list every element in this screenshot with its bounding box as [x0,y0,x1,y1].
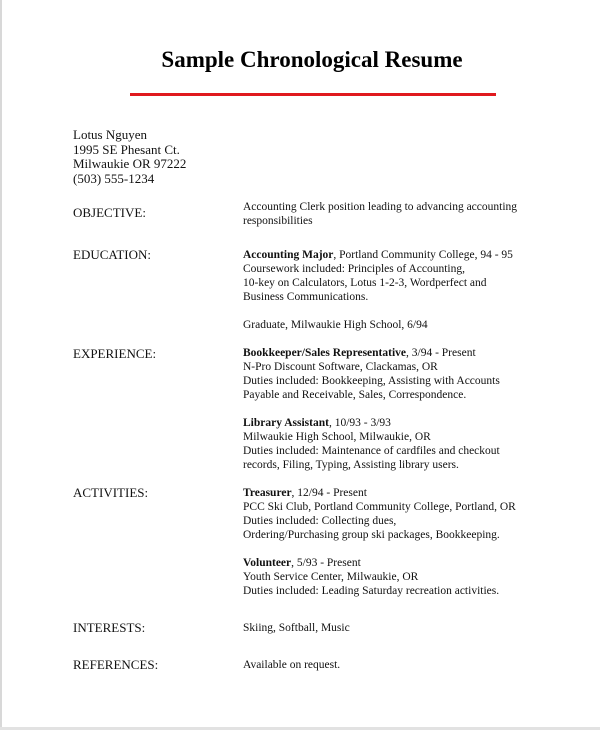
job-title: Library Assistant [243,417,329,429]
objective-line: Accounting Clerk position leading to advancing accounting [243,201,518,213]
contact-city: Milwaukie OR 97222 [73,156,187,171]
job-title-line [243,416,500,430]
activity-line: Ordering/Purchasing group ski packages, Bookkeeping. [243,529,500,541]
activity-title-line [243,486,516,500]
references-label: REFERENCES: [73,657,159,672]
activity-1 [243,486,516,542]
job-line: Duties included: Bookkeeping, Assisting with Accounts [243,375,500,387]
job-line: Duties included: Maintenance of cardfiles and checkout [243,445,500,457]
education-line: 10-key on Calculators, Lotus 1-2-3, Wordperfect and [243,277,487,289]
contact-street: 1995 SE Phesant Ct. [73,141,180,157]
contact-phone: (503) 555-1234 [73,170,155,186]
education-line: Coursework included: Principles of Accounting, [243,263,465,275]
job-line: N-Pro Discount Software, Clackamas, OR [243,361,438,373]
education-major-line [243,248,513,262]
objective-body [243,200,517,228]
experience-job-2 [243,416,500,472]
contact-name: Lotus Nguyen [73,127,148,142]
interests-label: INTERESTS: [73,620,146,635]
job-line: Payable and Receivable, Sales, Correspondence. [243,389,467,401]
activity-dates: , 5/93 - Present [291,557,361,569]
activity-line: PCC Ski Club, Portland Community College, Portland, OR [243,501,516,513]
job-line: records, Filing, Typing, Assisting library users. [243,459,459,471]
page-title: Sample Chronological Resume [161,47,463,72]
activity-line: Duties included: Leading Saturday recreation activities. [243,585,500,597]
job-dates: , 10/93 - 3/93 [328,417,391,429]
job-title-line [243,346,500,360]
education-line: Business Communications. [243,291,369,303]
education-major-title: Accounting Major [243,249,334,261]
activity-dates: , 12/94 - Present [291,487,367,499]
education-major-detail: , Portland Community College, 94 - 95 [333,249,513,261]
job-line: Milwaukie High School, Milwaukie, OR [243,431,431,443]
job-dates: , 3/94 - Present [406,347,476,359]
experience-label: EXPERIENCE: [73,346,157,361]
activity-line: Youth Service Center, Milwaukie, OR [243,571,419,583]
education-label: EDUCATION: [73,247,151,262]
references-text: Available on request. [243,659,341,671]
page-left-edge [0,0,2,730]
activity-title-line [243,556,499,570]
activity-title: Treasurer [243,487,292,499]
education-graduate: Graduate, Milwaukie High School, 6/94 [243,319,428,331]
objective-line: responsibilities [243,215,313,227]
education-body [243,248,513,304]
objective-label: OBJECTIVE: [73,205,146,220]
contact-block [73,128,186,186]
activity-line: Duties included: Collecting dues, [243,515,397,527]
job-title: Bookkeeper/Sales Representative [243,347,407,359]
activity-2 [243,556,499,598]
interests-text: Skiing, Softball, Music [243,622,350,634]
title-rule [130,93,496,96]
activity-title: Volunteer [243,557,292,569]
activities-label: ACTIVITIES: [73,485,149,500]
experience-job-1 [243,346,500,402]
